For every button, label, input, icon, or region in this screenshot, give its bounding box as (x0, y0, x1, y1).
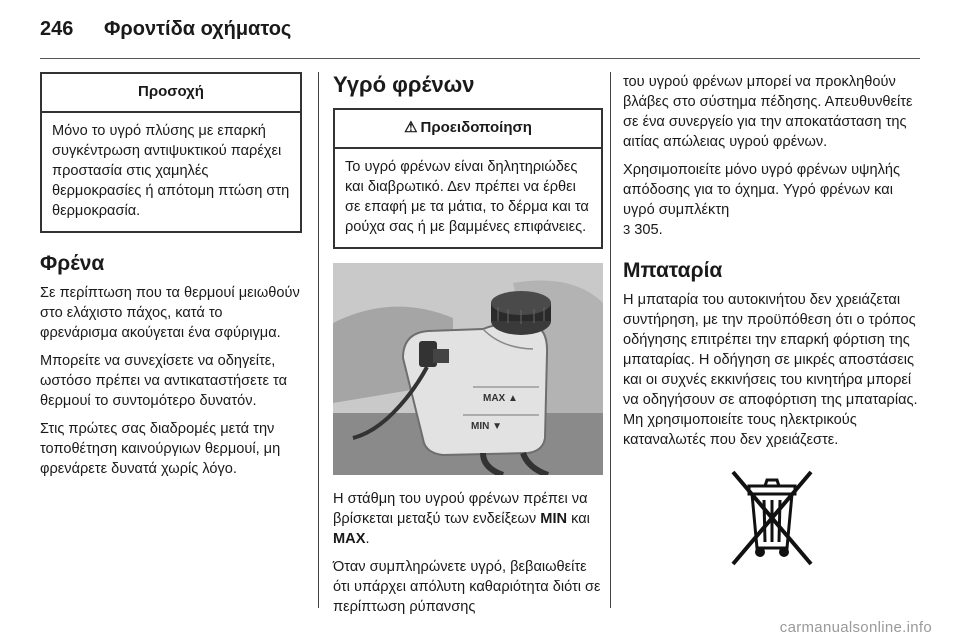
brake-fluid-reservoir-photo (333, 263, 603, 475)
column-divider-2 (610, 72, 611, 608)
warning-box (333, 108, 603, 249)
brake-fluid-usage-text: Χρησιμοποιείτε μόνο υγρό φρένων υψηλής απόδοσης για το όχημα. Υγρό φρένων και υγρό συμπλέκτη 3 305. (623, 162, 901, 238)
brakes-heading: Φρένα (40, 252, 105, 275)
warning-text: Το υγρό φρένων είναι δηλητηριώδες και διαβρωτικό. Δεν πρέπει να έρθει σε επαφή με τα μάτια, το δέρμα και τα ρούχα σας ή με βαμμένες επιφάνειες. (345, 159, 589, 235)
brake-fluid-heading: Υγρό φρένων (333, 72, 475, 97)
max-mark-label: MAX ▲ (483, 393, 518, 404)
column-right (623, 72, 920, 568)
column-divider-1 (318, 72, 319, 608)
crossed-out-bin-icon (727, 464, 817, 568)
page-title: Φροντίδα οχήματος (104, 18, 292, 40)
reference-arrow-icon: 3 (623, 222, 631, 237)
warning-heading: Προειδοποίηση (420, 119, 532, 136)
battery-text: Η μπαταρία του αυτοκινήτου δεν χρειάζεται συντήρηση, με την προϋπόθεση ότι ο τρόπος οδήγησης επιτρέπει την επαρκή φόρτιση της μπαταρίας. Η οδήγηση σε μικρές αποστάσεις και οι συχνές εκκινήσεις του κινητήρα μπορεί να οδηγήσουν σε αποφόρτιση της μπαταρίας. Μη χρησιμοποιείτε τους ηλεκτρικούς καταναλωτές που δεν χρειάζεστε. (623, 292, 918, 448)
column-middle (333, 72, 603, 625)
brakes-paragraph-3: Στις πρώτες σας διαδρομές μετά την τοποθέτηση καινούργιων θερμουί, μη φρενάρετε δυνατά χωρίς λόγο. (40, 421, 281, 477)
caution-box (40, 72, 302, 233)
reference-page-link[interactable]: 305. (634, 222, 663, 238)
header-divider (40, 58, 920, 59)
page-number: 246 (40, 18, 74, 40)
min-label: MIN (540, 511, 568, 527)
min-mark-label: MIN ▼ (471, 421, 503, 432)
brakes-paragraph-1: Σε περίπτωση που τα θερμουί μειωθούν στο ελάχιστο πάχος, κατά το φρενάρισμα ακούγεται ένα σφύριγμα. (40, 285, 300, 341)
warning-triangle-icon: ⚠ (404, 119, 418, 136)
warning-heading-row (335, 110, 601, 149)
watermark: carmanualsonline.info (779, 619, 932, 636)
caution-text: Μόνο το υγρό πλύσης με επαρκή συγκέντρωση αντιψυκτικού παρέχει προστασία στις χαμηλές θερμοκρασίες ή απότομη πτώση στη θερμοκρασία. (52, 123, 290, 219)
fluid-level-text: Η στάθμη του υγρού φρένων πρέπει να βρίσκεται μεταξύ των ενδείξεων MIN και MAX. (333, 491, 590, 547)
brakes-paragraph-2: Μπορείτε να συνεχίσετε να οδηγείτε, ωστόσο πρέπει να αντικαταστήσετε τα θερμουί το συντομότερο δυνατόν. (40, 353, 288, 409)
column-left (40, 72, 302, 487)
page-header (40, 18, 291, 48)
refill-text: Όταν συμπληρώνετε υγρό, βεβαιωθείτε ότι υπάρχει απόλυτη καθαριότητα διότι σε περίπτωση ρύπανσης (333, 559, 601, 615)
battery-heading: Μπαταρία (623, 259, 723, 282)
max-label: MAX (333, 531, 366, 547)
brake-fluid-continued-text: του υγρού φρένων μπορεί να προκληθούν βλάβες στο σύστημα πέδησης. Απευθυνθείτε σε ένα συνεργείο για την αποκατάσταση της αιτίας απώλειας υγρού φρένων. (623, 74, 913, 150)
caution-heading: Προσοχή (42, 74, 300, 113)
